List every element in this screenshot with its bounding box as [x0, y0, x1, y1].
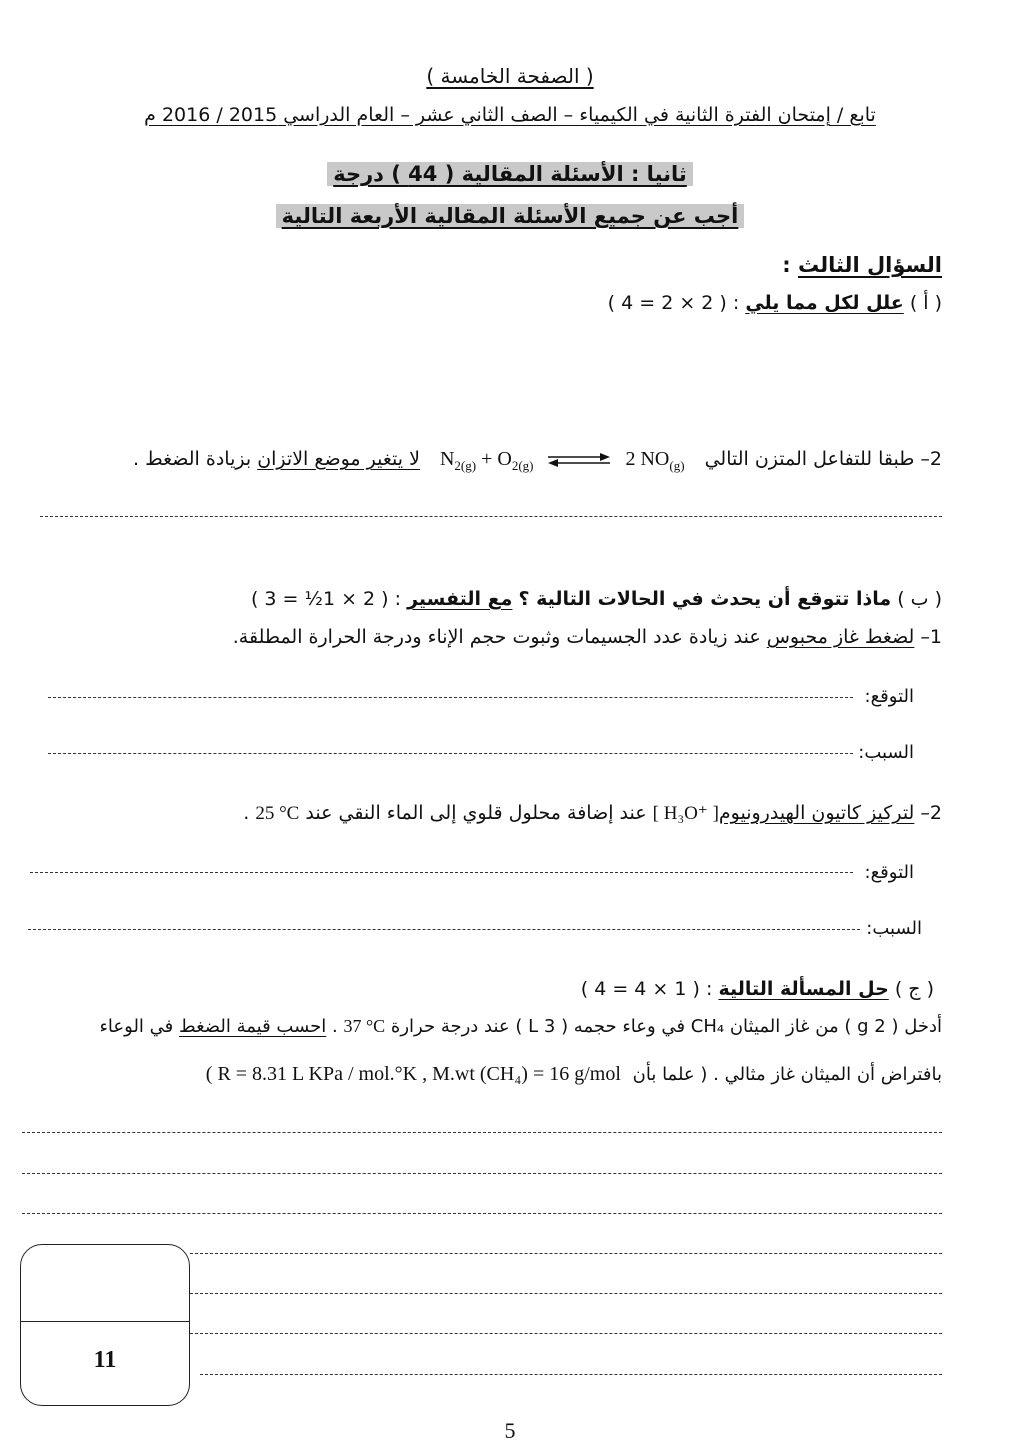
- prediction-label: التوقع:: [864, 862, 914, 883]
- part-b-item-1: 1– لضغط غاز محبوس عند زيادة عدد الجسيمات وثبوت حجم الإناء ودرجة الحرارة المطلقة.: [232, 626, 942, 648]
- prediction-answer-line[interactable]: [48, 697, 853, 698]
- working-line[interactable]: [190, 1253, 942, 1254]
- score-value: 11: [93, 1347, 117, 1373]
- section-instruction: أجب عن جميع الأسئلة المقالية الأربعة التالية: [0, 204, 1020, 228]
- working-line[interactable]: [190, 1333, 942, 1334]
- problem-line-2: بافتراض أن الميثان غاز مثالي . ( علما بأن ( R = 8.31 L KPa / mol.°K , M.wt (CH₄) = 16 g/mol: [205, 1063, 942, 1085]
- problem-line-1: أدخل ( 2 g ) من غاز الميثان CH₄ في وعاء حجمه ( 3 L ) عند درجة حرارة 37 °C . احسب قيمة الضغط في الوعاء: [99, 1016, 942, 1037]
- working-line[interactable]: [22, 1132, 942, 1133]
- page-label: ( الصفحة الخامسة ): [426, 64, 594, 88]
- page-number: 5: [504, 1418, 516, 1443]
- equilibrium-equation: $N_{2(g)} + O_{2(g)}$ 2 $NO_{(g)}$: [439, 448, 685, 473]
- score-box-divider: [21, 1321, 189, 1322]
- part-b-item-2: 2– لتركيز كاتيون الهيدرونيوم[ H₃O⁺ ] عند إضافة محلول قلوي إلى الماء النقي عند 25 °C .: [243, 802, 942, 824]
- working-line[interactable]: [22, 1213, 942, 1214]
- reason-label: السبب:: [858, 742, 914, 763]
- part-a-item-2: 2– طبقا للتفاعل المتزن التالي $N_{2(g)} + O_{2(g)}$ 2 $NO_{(g)}$ لا يتغير موضع الاتزان بزيادة الضغط .: [133, 448, 942, 473]
- score-box: [20, 1244, 190, 1406]
- working-line[interactable]: [22, 1173, 942, 1174]
- prediction-label: التوقع:: [864, 686, 914, 707]
- answer-line[interactable]: [40, 516, 942, 517]
- part-b-heading: ( ب ) ماذا تتوقع أن يحدث في الحالات التالية ؟ مع التفسير : ( 2 × 1½ = 3 ): [250, 588, 942, 610]
- reason-answer-line[interactable]: [48, 753, 853, 754]
- question-title: السؤال الثالث :: [782, 253, 942, 277]
- reason-answer-line[interactable]: [28, 929, 860, 930]
- reason-label: السبب:: [866, 918, 922, 939]
- working-line[interactable]: [200, 1374, 942, 1375]
- part-c-heading: ( ج ) حل المسألة التالية : ( 1 × 4 = 4 ): [580, 978, 934, 1000]
- equilibrium-arrows-icon: [546, 452, 612, 468]
- working-line[interactable]: [190, 1293, 942, 1294]
- part-a-heading: ( أ ) علل لكل مما يلي : ( 2 × 2 = 4 ): [607, 292, 942, 314]
- exam-header-line: تابع / إمتحان الفترة الثانية في الكيمياء – الصف الثاني عشر – العام الدراسي 2015 / 2016 م: [144, 104, 876, 126]
- prediction-answer-line[interactable]: [30, 872, 853, 873]
- section-title: ثانيا : الأسئلة المقالية ( 44 ) درجة: [0, 162, 1020, 186]
